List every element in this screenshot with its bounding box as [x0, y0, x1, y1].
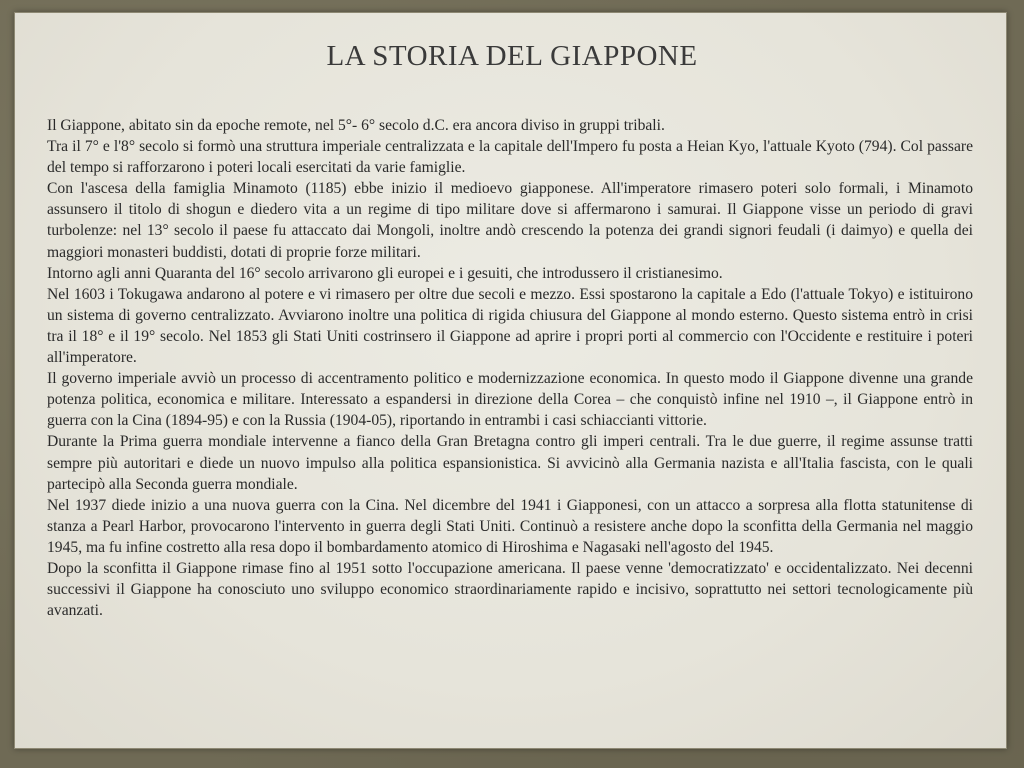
slide-title: LA STORIA DEL GIAPPONE [326, 40, 698, 72]
slide-body [47, 115, 973, 621]
paragraph-second-world-war: Nel 1937 diede inizio a una nuova guerra con la Cina. Nel dicembre del 1941 i Giapponesi, con un attacco a sorpresa alla flotta statunitense di stanza a Pearl Harbor, provocarono l'intervento in guerra degli Stati Uniti. Continuò a resistere anche dopo la sconfitta della Germania nel maggio 1945, ma fu infine costretto alla resa dopo il bombardamento atomico di Hiroshima e Nagasaki nell'agosto del 1945. [47, 496, 973, 556]
paragraph-tokugawa: Nel 1603 i Tokugawa andarono al potere e vi rimasero per oltre due secoli e mezzo. Essi spostarono la capitale a Edo (l'attuale Tokyo) e istituirono un sistema di governo centralizzato. Avviarono inoltre una politica di rigida chiusura del Giappone al mondo esterno. Questo sistema entrò in crisi tra il 18° e il 19° secolo. Nel 1853 gli Stati Uniti costrinsero il Giappone ad aprire i propri porti al commercio con l'Occidente e restituire i poteri all'imperatore. [47, 285, 973, 367]
paragraph-postwar: Dopo la sconfitta il Giappone rimase fino al 1951 sotto l'occupazione americana. Il paese venne 'democratizzato' e occidentalizzato. Nei decenni successivi il Giappone ha conosciuto uno sviluppo economico straordinariamente rapido e incisivo, soprattutto nei settori tecnologicamente più avanzati. [47, 559, 973, 620]
paragraph-first-world-war: Durante la Prima guerra mondiale intervenne a fianco della Gran Bretagna contro gli imperi centrali. Tra le due guerre, il regime assunse tratti sempre più autoritari e diede un nuovo impulso alla politica espansionistica. Si avvicinò alla Germania nazista e all'Italia fascista, con le quali partecipò alla Seconda guerra mondiale. [47, 433, 973, 493]
paragraph-imperial-structure: Tra il 7° e l'8° secolo si formò una struttura imperiale centralizzata e la capitale dell'Impero fu posta a Heian Kyo, l'attuale Kyoto (794). Col passare del tempo si rafforzarono i poteri locali esercitati da varie famiglie. [47, 138, 973, 177]
paragraph-origins: Il Giappone, abitato sin da epoche remote, nel 5°- 6° secolo d.C. era ancora diviso in gruppi tribali. [47, 117, 665, 134]
paragraph-minamoto: Con l'ascesa della famiglia Minamoto (1185) ebbe inizio il medioevo giapponese. All'imperatore rimasero poteri solo formali, i Minamoto assunsero il titolo di shogun e diedero vita a un regime di tipo militare dove si affermarono i samurai. Il Giappone visse un periodo di gravi turbolenze: nel 13° secolo il paese fu attaccato dai Mongoli, inoltre andò crescendo la potenza dei grandi signori feudali (i daimyo) e quella dei maggiori monasteri buddisti, dotati di proprie forze militari. [47, 180, 973, 261]
paragraph-imperial-government: Il governo imperiale avviò un processo di accentramento politico e modernizzazione economica. In questo modo il Giappone divenne una grande potenza politica, economica e militare. Interessato a espandersi in direzione della Corea – che conquistò infine nel 1910 –, il Giappone entrò in guerra con la Cina (1894-95) e con la Russia (1904-05), riportando in entrambi i casi schiaccianti vittorie. [47, 370, 973, 430]
paragraph-europeans: Intorno agli anni Quaranta del 16° secolo arrivarono gli europei e i gesuiti, che introdussero il cristianesimo. [47, 264, 723, 282]
